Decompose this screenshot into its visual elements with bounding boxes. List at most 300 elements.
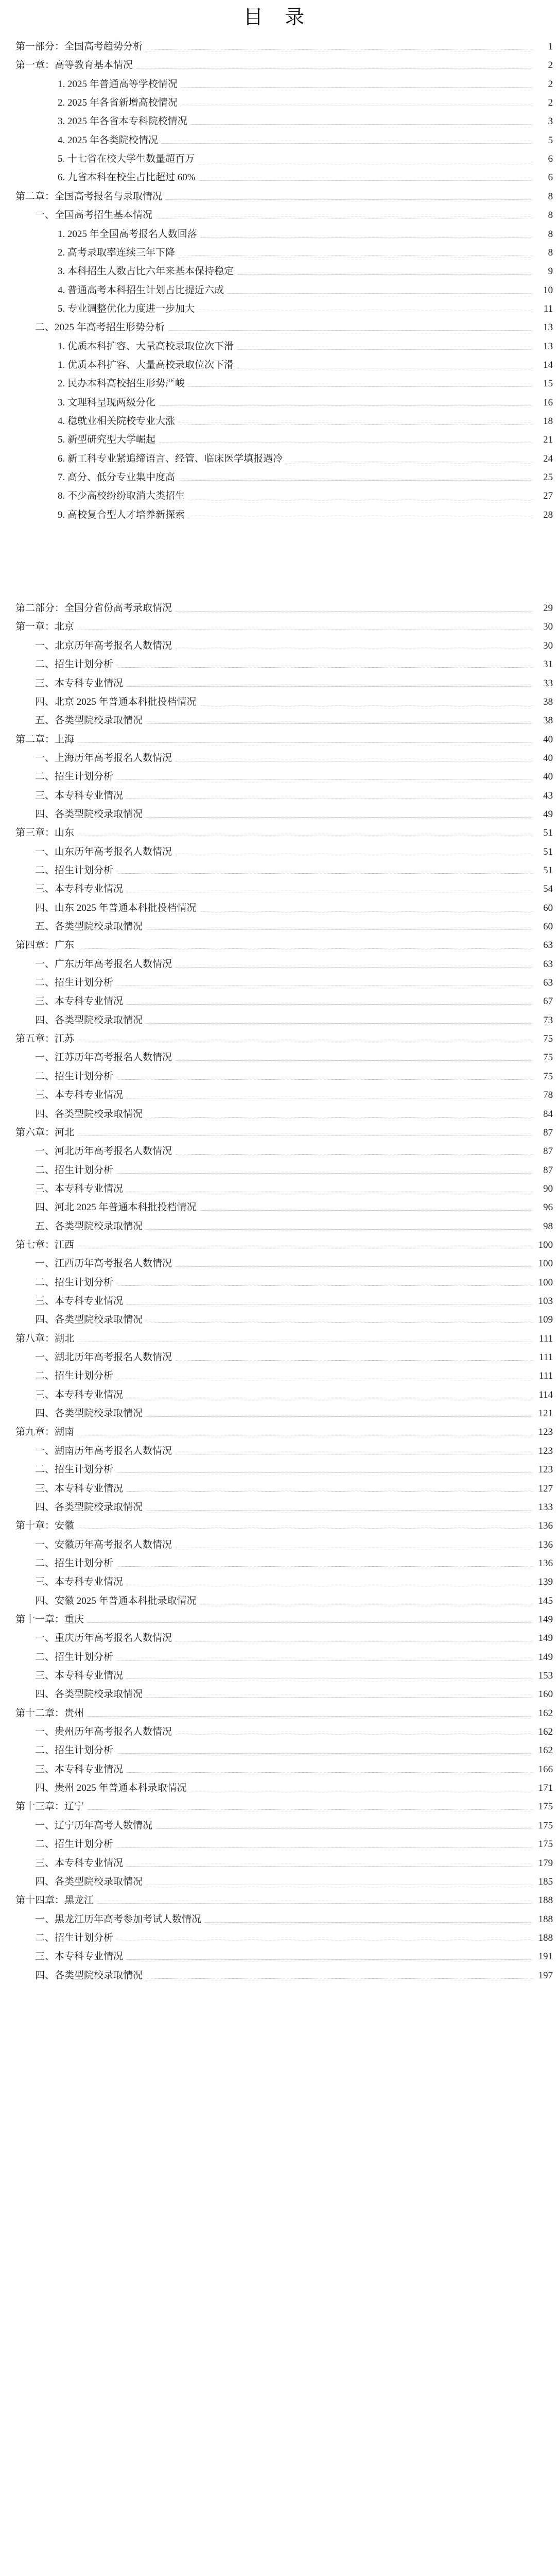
toc-entry[interactable] bbox=[0, 1444, 556, 1459]
toc-entry-label: 二、招生计划分析 bbox=[35, 1163, 116, 1178]
toc-entry-page-number: 103 bbox=[532, 1294, 553, 1309]
toc-entry[interactable] bbox=[0, 1893, 556, 1908]
toc-entry-label: 1. 2025 年全国高考报名人数回落 bbox=[58, 227, 200, 242]
toc-entry-label: 二、招生计划分析 bbox=[35, 1462, 116, 1478]
toc-entry-page-number: 18 bbox=[532, 414, 553, 429]
toc-entry-label: 二、招生计划分析 bbox=[35, 1743, 116, 1758]
toc-entry[interactable] bbox=[0, 451, 556, 467]
toc-entry-label: 一、江西历年高考报名人数情况 bbox=[35, 1256, 175, 1272]
toc-entry-page-number: 123 bbox=[532, 1444, 553, 1459]
toc-entry[interactable] bbox=[0, 395, 556, 411]
toc-entry-label: 四、河北 2025 年普通本科批投档情况 bbox=[35, 1200, 200, 1215]
toc-entry-label: 四、各类型院校录取情况 bbox=[35, 1312, 146, 1328]
toc-entry-label: 第一章：北京 bbox=[15, 619, 77, 635]
toc-entry[interactable] bbox=[0, 339, 556, 354]
toc-entry-label: 6. 新工科专业紧追缔语言、经管、临床医学填报遇冷 bbox=[58, 451, 286, 467]
toc-entry[interactable] bbox=[0, 77, 556, 92]
toc-entry-page-number: 11 bbox=[532, 301, 553, 317]
toc-entry-page-number: 162 bbox=[532, 1743, 553, 1758]
toc-entry-page-number: 109 bbox=[532, 1312, 553, 1328]
toc-entry-page-number: 188 bbox=[532, 1893, 553, 1908]
toc-entry[interactable] bbox=[0, 1200, 556, 1215]
toc-entry[interactable] bbox=[0, 938, 556, 953]
toc-entry-page-number: 1 bbox=[532, 39, 553, 55]
toc-entry[interactable] bbox=[0, 320, 556, 335]
toc-entry-label: 5. 十七省在校大学生数量超百万 bbox=[58, 151, 198, 167]
toc-entry-page-number: 98 bbox=[532, 1219, 553, 1234]
toc-entry-label: 三、本专科专业情况 bbox=[35, 1481, 126, 1497]
toc-entry-page-number: 123 bbox=[532, 1462, 553, 1478]
toc-dot-leader bbox=[15, 1716, 535, 1717]
toc-entry-page-number: 13 bbox=[532, 339, 553, 354]
toc-entry-page-number: 24 bbox=[532, 451, 553, 467]
toc-entry-label: 二、招生计划分析 bbox=[35, 1368, 116, 1384]
toc-entry[interactable] bbox=[0, 1724, 556, 1740]
toc-entry-label: 一、上海历年高考报名人数情况 bbox=[35, 751, 175, 766]
toc-entry-label: 2. 2025 年各省新增高校情况 bbox=[58, 95, 181, 111]
toc-entry-page-number: 114 bbox=[532, 1387, 553, 1403]
toc-entry-page-number: 188 bbox=[532, 1930, 553, 1946]
toc-entry-page-number: 43 bbox=[532, 788, 553, 804]
toc-entry[interactable] bbox=[0, 301, 556, 317]
toc-entry-page-number: 153 bbox=[532, 1668, 553, 1684]
toc-entry[interactable] bbox=[0, 1481, 556, 1497]
toc-entry-page-number: 27 bbox=[532, 488, 553, 504]
toc-entry[interactable] bbox=[0, 1799, 556, 1815]
toc-entry-page-number: 51 bbox=[532, 825, 553, 841]
toc-entry[interactable] bbox=[0, 751, 556, 766]
toc-entry-label: 一、黑龙江历年高考参加考试人数情况 bbox=[35, 1912, 204, 1927]
toc-entry-page-number: 139 bbox=[532, 1574, 553, 1590]
toc-entry-page-number: 149 bbox=[532, 1631, 553, 1646]
toc-entry-page-number: 175 bbox=[532, 1818, 553, 1834]
toc-entry-page-number: 87 bbox=[532, 1163, 553, 1178]
toc-entry-label: 第八章：湖北 bbox=[15, 1331, 77, 1347]
toc-entry-label: 二、招生计划分析 bbox=[35, 1837, 116, 1852]
toc-entry[interactable] bbox=[0, 1762, 556, 1777]
toc-entry-label: 三、本专科专业情况 bbox=[35, 1668, 126, 1684]
toc-entry-label: 第一章：高等教育基本情况 bbox=[15, 58, 136, 73]
toc-entry-label: 三、本专科专业情况 bbox=[35, 994, 126, 1009]
toc-entry-label: 3. 2025 年各省本专科院校情况 bbox=[58, 114, 190, 129]
toc-entry[interactable] bbox=[0, 1312, 556, 1328]
toc-entry[interactable] bbox=[0, 676, 556, 691]
toc-entry-label: 1. 优质本科扩容、大量高校录取位次下滑 bbox=[58, 358, 237, 373]
toc-entry-label: 二、招生计划分析 bbox=[35, 1650, 116, 1665]
toc-entry[interactable] bbox=[0, 245, 556, 261]
toc-entry-label: 3. 本科招生人数占比六年来基本保持稳定 bbox=[58, 264, 237, 279]
toc-entry-label: 四、各类型院校录取情况 bbox=[35, 1687, 146, 1702]
toc-entry-page-number: 21 bbox=[532, 432, 553, 448]
toc-entry[interactable] bbox=[0, 844, 556, 860]
toc-entry-page-number: 8 bbox=[532, 189, 553, 205]
toc-entry[interactable] bbox=[0, 114, 556, 129]
toc-entry-page-number: 90 bbox=[532, 1181, 553, 1197]
toc-entry[interactable] bbox=[0, 882, 556, 897]
toc-entry-label: 四、各类型院校录取情况 bbox=[35, 1500, 146, 1515]
toc-entry-page-number: 31 bbox=[532, 657, 553, 672]
toc-entry-page-number: 100 bbox=[532, 1275, 553, 1291]
toc-entry-label: 第三章：山东 bbox=[15, 825, 77, 841]
toc-entry-page-number: 15 bbox=[532, 376, 553, 392]
toc-entry-page-number: 63 bbox=[532, 975, 553, 991]
toc-entry-label: 二、招生计划分析 bbox=[35, 1069, 116, 1084]
toc-entry-page-number: 96 bbox=[532, 1200, 553, 1215]
toc-entry[interactable] bbox=[0, 1874, 556, 1890]
toc-entry[interactable] bbox=[0, 732, 556, 748]
toc-entry[interactable] bbox=[0, 488, 556, 504]
toc-entry-label: 第二章：上海 bbox=[15, 732, 77, 748]
toc-entry-label: 四、各类型院校录取情况 bbox=[35, 1406, 146, 1421]
toc-entry[interactable] bbox=[0, 994, 556, 1009]
toc-entry-label: 二、招生计划分析 bbox=[35, 1930, 116, 1946]
toc-entry-label: 四、安徽 2025 年普通本科批录取情况 bbox=[35, 1594, 200, 1609]
toc-entry-label: 一、湖南历年高考报名人数情况 bbox=[35, 1444, 175, 1459]
toc-entry-page-number: 179 bbox=[532, 1856, 553, 1871]
toc-entry-page-number: 5 bbox=[532, 133, 553, 148]
toc-entry[interactable] bbox=[0, 1331, 556, 1347]
toc-entry-page-number: 51 bbox=[532, 863, 553, 878]
toc-entry[interactable] bbox=[0, 507, 556, 523]
toc-entry[interactable] bbox=[0, 694, 556, 710]
toc-entry-label: 三、本专科专业情况 bbox=[35, 882, 126, 897]
toc-entry-page-number: 30 bbox=[532, 619, 553, 635]
toc-entry-label: 2. 高考录取率连续三年下降 bbox=[58, 245, 178, 261]
toc-entry-label: 二、招生计划分析 bbox=[35, 769, 116, 785]
toc-entry-label: 第十章：安徽 bbox=[15, 1518, 77, 1534]
toc-entry[interactable] bbox=[0, 1368, 556, 1384]
toc-entry-page-number: 149 bbox=[532, 1612, 553, 1628]
toc-entry-label: 二、招生计划分析 bbox=[35, 863, 116, 878]
toc-entry-label: 四、各类型院校录取情况 bbox=[35, 1968, 146, 1984]
toc-entry[interactable] bbox=[0, 151, 556, 167]
toc-entry-page-number: 111 bbox=[532, 1350, 553, 1365]
toc-entry[interactable] bbox=[0, 1856, 556, 1871]
toc-entry-label: 第二部分：全国分省份高考录取情况 bbox=[15, 601, 175, 616]
toc-entry-page-number: 40 bbox=[532, 751, 553, 766]
toc-entry[interactable] bbox=[0, 1949, 556, 1964]
toc-entry[interactable] bbox=[0, 807, 556, 822]
toc-entry-page-number: 171 bbox=[532, 1781, 553, 1796]
toc-entry-page-number: 111 bbox=[532, 1331, 553, 1347]
toc-entry[interactable] bbox=[0, 919, 556, 935]
toc-entry[interactable] bbox=[0, 863, 556, 878]
toc-entry-label: 第六章：河北 bbox=[15, 1125, 77, 1141]
toc-entry-page-number: 136 bbox=[532, 1518, 553, 1534]
toc-entry-label: 四、各类型院校录取情况 bbox=[35, 807, 146, 822]
toc-entry-page-number: 13 bbox=[532, 320, 553, 335]
toc-entry-page-number: 162 bbox=[532, 1724, 553, 1740]
toc-entry-page-number: 60 bbox=[532, 919, 553, 935]
toc-entry-label: 一、广东历年高考报名人数情况 bbox=[35, 957, 175, 972]
toc-entry[interactable] bbox=[0, 1687, 556, 1702]
toc-entry-label: 一、重庆历年高考报名人数情况 bbox=[35, 1631, 175, 1646]
toc-entry-label: 二、2025 年高考招生形势分析 bbox=[35, 320, 168, 335]
toc-entry-page-number: 136 bbox=[532, 1556, 553, 1571]
toc-entry[interactable] bbox=[0, 1556, 556, 1571]
toc-entry-page-number: 166 bbox=[532, 1762, 553, 1777]
toc-entry[interactable] bbox=[0, 133, 556, 148]
toc-entry[interactable] bbox=[0, 1930, 556, 1946]
toc-entry-label: 一、北京历年高考报名人数情况 bbox=[35, 638, 175, 654]
toc-entry-label: 一、河北历年高考报名人数情况 bbox=[35, 1144, 175, 1159]
toc-entry-page-number: 8 bbox=[532, 245, 553, 261]
toc-entry[interactable] bbox=[0, 1706, 556, 1721]
toc-entry[interactable] bbox=[0, 1781, 556, 1796]
toc-entry-page-number: 175 bbox=[532, 1799, 553, 1815]
toc-dot-leader bbox=[15, 1809, 535, 1810]
toc-entry-label: 第七章：江西 bbox=[15, 1238, 77, 1253]
toc-entry[interactable] bbox=[0, 601, 556, 616]
toc-entry[interactable] bbox=[0, 1125, 556, 1141]
toc-entry-page-number: 145 bbox=[532, 1594, 553, 1609]
toc-entry[interactable] bbox=[0, 1574, 556, 1590]
toc-entry-page-number: 60 bbox=[532, 901, 553, 916]
toc-entry-page-number: 100 bbox=[532, 1256, 553, 1272]
toc-entry-page-number: 54 bbox=[532, 882, 553, 897]
toc-entry[interactable] bbox=[0, 657, 556, 672]
toc-entry-label: 二、招生计划分析 bbox=[35, 975, 116, 991]
toc-entry-label: 第十二章：贵州 bbox=[15, 1706, 87, 1721]
toc-entry-page-number: 67 bbox=[532, 994, 553, 1009]
toc-entry-page-number: 38 bbox=[532, 713, 553, 728]
toc-entry-page-number: 191 bbox=[532, 1949, 553, 1964]
toc-entry-page-number: 188 bbox=[532, 1912, 553, 1927]
toc-entry[interactable] bbox=[0, 975, 556, 991]
toc-entry-page-number: 75 bbox=[532, 1031, 553, 1047]
toc-entry-page-number: 28 bbox=[532, 507, 553, 523]
toc-entry-page-number: 160 bbox=[532, 1687, 553, 1702]
toc-entry-label: 二、招生计划分析 bbox=[35, 1275, 116, 1291]
toc-entry-page-number: 2 bbox=[532, 95, 553, 111]
toc-entry-label: 9. 高校复合型人才培养新探索 bbox=[58, 507, 188, 523]
toc-entry-label: 4. 2025 年各类院校情况 bbox=[58, 133, 161, 148]
toc-entry-label: 三、本专科专业情况 bbox=[35, 788, 126, 804]
toc-entry[interactable] bbox=[0, 1462, 556, 1478]
toc-entry-page-number: 197 bbox=[532, 1968, 553, 1984]
toc-entry-page-number: 6 bbox=[532, 170, 553, 185]
toc-entry[interactable] bbox=[0, 1650, 556, 1665]
toc-entry-page-number: 40 bbox=[532, 732, 553, 748]
toc-entry-page-number: 30 bbox=[532, 638, 553, 654]
toc-entry-label: 1. 2025 年普通高等学校情况 bbox=[58, 77, 181, 92]
toc-entry-page-number: 10 bbox=[532, 283, 553, 298]
toc-entry-label: 三、本专科专业情况 bbox=[35, 1181, 126, 1197]
toc-entry-label: 四、山东 2025 年普通本科批投档情况 bbox=[35, 901, 200, 916]
toc-entry[interactable] bbox=[0, 227, 556, 242]
toc-entry-label: 二、招生计划分析 bbox=[35, 657, 116, 672]
toc-entry[interactable] bbox=[0, 788, 556, 804]
toc-entry[interactable] bbox=[0, 1537, 556, 1553]
toc-entry[interactable] bbox=[0, 264, 556, 279]
toc-entry[interactable] bbox=[0, 432, 556, 448]
toc-entry-label: 2. 民办本科高校招生形势严峻 bbox=[58, 376, 188, 392]
toc-entry[interactable] bbox=[0, 414, 556, 429]
toc-entry[interactable] bbox=[0, 1031, 556, 1047]
toc-entry-page-number: 111 bbox=[532, 1368, 553, 1384]
toc-entry[interactable] bbox=[0, 957, 556, 972]
toc-entry-label: 四、贵州 2025 年普通本科录取情况 bbox=[35, 1781, 190, 1796]
toc-entry[interactable] bbox=[0, 713, 556, 728]
toc-entry-page-number: 149 bbox=[532, 1650, 553, 1665]
toc-entry-label: 6. 九省本科在校生占比超过 60% bbox=[58, 170, 199, 185]
toc-entry-label: 五、各类型院校录取情况 bbox=[35, 919, 146, 935]
toc-entry[interactable] bbox=[0, 1406, 556, 1421]
toc-entry-page-number: 33 bbox=[532, 676, 553, 691]
toc-entry-page-number: 6 bbox=[532, 151, 553, 167]
toc-entry[interactable] bbox=[0, 1219, 556, 1234]
toc-entry-label: 一、江苏历年高考报名人数情况 bbox=[35, 1050, 175, 1065]
toc-entry-page-number: 87 bbox=[532, 1144, 553, 1159]
toc-entry-page-number: 84 bbox=[532, 1107, 553, 1122]
toc-entry-page-number: 51 bbox=[532, 844, 553, 860]
toc-entry[interactable] bbox=[0, 1631, 556, 1646]
toc-entry[interactable] bbox=[0, 1107, 556, 1122]
toc-entry[interactable] bbox=[0, 1668, 556, 1684]
toc-entry-page-number: 133 bbox=[532, 1500, 553, 1515]
toc-entry[interactable] bbox=[0, 1968, 556, 1984]
toc-entry-label: 7. 高分、低分专业集中度高 bbox=[58, 470, 178, 485]
toc-entry-label: 5. 新型研究型大学崛起 bbox=[58, 432, 159, 448]
toc-entry[interactable] bbox=[0, 1743, 556, 1758]
toc-entry-label: 3. 文理科呈现两级分化 bbox=[58, 395, 159, 411]
toc-entry-label: 三、本专科专业情况 bbox=[35, 676, 126, 691]
toc-entry-label: 三、本专科专业情况 bbox=[35, 1949, 126, 1964]
toc-entry-label: 第二章：全国高考报名与录取情况 bbox=[15, 189, 165, 205]
toc-entry-label: 一、贵州历年高考报名人数情况 bbox=[35, 1724, 175, 1740]
toc-entry-label: 四、各类型院校录取情况 bbox=[35, 1874, 146, 1890]
toc-entry-label: 四、北京 2025 年普通本科批投档情况 bbox=[35, 694, 200, 710]
toc-entry[interactable] bbox=[0, 1238, 556, 1253]
toc-entry[interactable] bbox=[0, 283, 556, 298]
toc-entry[interactable] bbox=[0, 1350, 556, 1365]
toc-entry[interactable] bbox=[0, 208, 556, 223]
toc-entry[interactable] bbox=[0, 39, 556, 55]
toc-entry[interactable] bbox=[0, 170, 556, 185]
toc-entry-page-number: 2 bbox=[532, 58, 553, 73]
toc-entry-page-number: 100 bbox=[532, 1238, 553, 1253]
toc-entry[interactable] bbox=[0, 1163, 556, 1178]
toc-entry-label: 四、各类型院校录取情况 bbox=[35, 1013, 146, 1028]
toc-entry[interactable] bbox=[0, 1013, 556, 1028]
toc-entry[interactable] bbox=[0, 1181, 556, 1197]
toc-entry[interactable] bbox=[0, 901, 556, 916]
toc-title: 目 录 bbox=[243, 7, 313, 28]
toc-entry[interactable] bbox=[0, 1425, 556, 1440]
toc-entry-page-number: 3 bbox=[532, 114, 553, 129]
toc-entry-label: 4. 稳就业相关院校专业大涨 bbox=[58, 414, 178, 429]
toc-entry-label: 三、本专科专业情况 bbox=[35, 1762, 126, 1777]
toc-entry[interactable] bbox=[0, 769, 556, 785]
toc-entry[interactable] bbox=[0, 1275, 556, 1291]
toc-entry-label: 第五章：江苏 bbox=[15, 1031, 77, 1047]
toc-entry[interactable] bbox=[0, 1387, 556, 1403]
toc-entry-label: 一、全国高考招生基本情况 bbox=[35, 208, 155, 223]
toc-dot-leader bbox=[15, 1622, 535, 1623]
toc-entry-label: 三、本专科专业情况 bbox=[35, 1387, 126, 1403]
toc-entry[interactable] bbox=[0, 376, 556, 392]
toc-entry-page-number: 175 bbox=[532, 1837, 553, 1852]
toc-entry-label: 二、招生计划分析 bbox=[35, 1556, 116, 1571]
toc-entry-label: 一、山东历年高考报名人数情况 bbox=[35, 844, 175, 860]
toc-entry[interactable] bbox=[0, 470, 556, 485]
toc-entry-label: 一、安徽历年高考报名人数情况 bbox=[35, 1537, 175, 1553]
toc-entry-page-number: 49 bbox=[532, 807, 553, 822]
toc-entry-page-number: 14 bbox=[532, 358, 553, 373]
toc-entry[interactable] bbox=[0, 1069, 556, 1084]
toc-entry[interactable] bbox=[0, 1256, 556, 1272]
toc-entry-page-number: 8 bbox=[532, 227, 553, 242]
toc-entry[interactable] bbox=[0, 1837, 556, 1852]
toc-entry-page-number: 121 bbox=[532, 1406, 553, 1421]
toc-entry-label: 三、本专科专业情况 bbox=[35, 1088, 126, 1103]
toc-entry-page-number: 87 bbox=[532, 1125, 553, 1141]
toc-entry-page-number: 136 bbox=[532, 1537, 553, 1553]
toc-entry[interactable] bbox=[0, 1294, 556, 1309]
toc-entry-page-number: 38 bbox=[532, 694, 553, 710]
toc-entry-page-number: 73 bbox=[532, 1013, 553, 1028]
toc-entry-page-number: 162 bbox=[532, 1706, 553, 1721]
toc-entry-page-number: 75 bbox=[532, 1069, 553, 1084]
toc-entry-label: 三、本专科专业情况 bbox=[35, 1856, 126, 1871]
toc-entry-page-number: 185 bbox=[532, 1874, 553, 1890]
toc-entry[interactable] bbox=[0, 1912, 556, 1927]
toc-entry[interactable] bbox=[0, 1594, 556, 1609]
toc-entry-label: 4. 普通高考本科招生计划占比提近六成 bbox=[58, 283, 227, 298]
toc-entry-label: 1. 优质本科扩容、大量高校录取位次下滑 bbox=[58, 339, 237, 354]
toc-entry[interactable] bbox=[0, 619, 556, 635]
toc-entry-page-number: 63 bbox=[532, 938, 553, 953]
toc-entry-label: 五、各类型院校录取情况 bbox=[35, 713, 146, 728]
toc-entry-label: 8. 不少高校纷纷取消大类招生 bbox=[58, 488, 188, 504]
toc-entry-label: 5. 专业调整优化力度进一步加大 bbox=[58, 301, 198, 317]
toc-entry-page-number: 63 bbox=[532, 957, 553, 972]
toc-entry[interactable] bbox=[0, 1818, 556, 1834]
toc-entry[interactable] bbox=[0, 1500, 556, 1515]
toc-entry[interactable] bbox=[0, 825, 556, 841]
toc-entry-page-number: 29 bbox=[532, 601, 553, 616]
toc-entry-page-number: 16 bbox=[532, 395, 553, 411]
toc-entry[interactable] bbox=[0, 1518, 556, 1534]
toc-entry-page-number: 123 bbox=[532, 1425, 553, 1440]
toc-entry[interactable] bbox=[0, 1144, 556, 1159]
toc-entry[interactable] bbox=[0, 1088, 556, 1103]
toc-entry[interactable] bbox=[0, 1050, 556, 1065]
toc-dot-leader bbox=[15, 742, 535, 743]
toc-entry-page-number: 2 bbox=[532, 77, 553, 92]
toc-entry-page-number: 9 bbox=[532, 264, 553, 279]
toc-entry[interactable] bbox=[0, 189, 556, 205]
toc-entry-label: 第九章：湖南 bbox=[15, 1425, 77, 1440]
toc-entry-label: 第十一章：重庆 bbox=[15, 1612, 87, 1628]
toc-entry-label: 三、本专科专业情况 bbox=[35, 1294, 126, 1309]
toc-entry-page-number: 78 bbox=[532, 1088, 553, 1103]
toc-entry-label: 一、辽宁历年高考人数情况 bbox=[35, 1818, 155, 1834]
toc-entry-label: 三、本专科专业情况 bbox=[35, 1574, 126, 1590]
toc-entry-page-number: 25 bbox=[532, 470, 553, 485]
toc-entry[interactable] bbox=[0, 1612, 556, 1628]
toc-entry-page-number: 127 bbox=[532, 1481, 553, 1497]
toc-entry-label: 第十四章：黑龙江 bbox=[15, 1893, 97, 1908]
toc-entry-label: 第一部分：全国高考趋势分析 bbox=[15, 39, 146, 55]
toc-entry-page-number: 40 bbox=[532, 769, 553, 785]
toc-entry[interactable] bbox=[0, 638, 556, 654]
toc-entry-label: 四、各类型院校录取情况 bbox=[35, 1107, 146, 1122]
toc-entry[interactable] bbox=[0, 358, 556, 373]
toc-entry-label: 五、各类型院校录取情况 bbox=[35, 1219, 146, 1234]
toc-entry[interactable] bbox=[0, 58, 556, 73]
toc-entry[interactable] bbox=[0, 95, 556, 111]
